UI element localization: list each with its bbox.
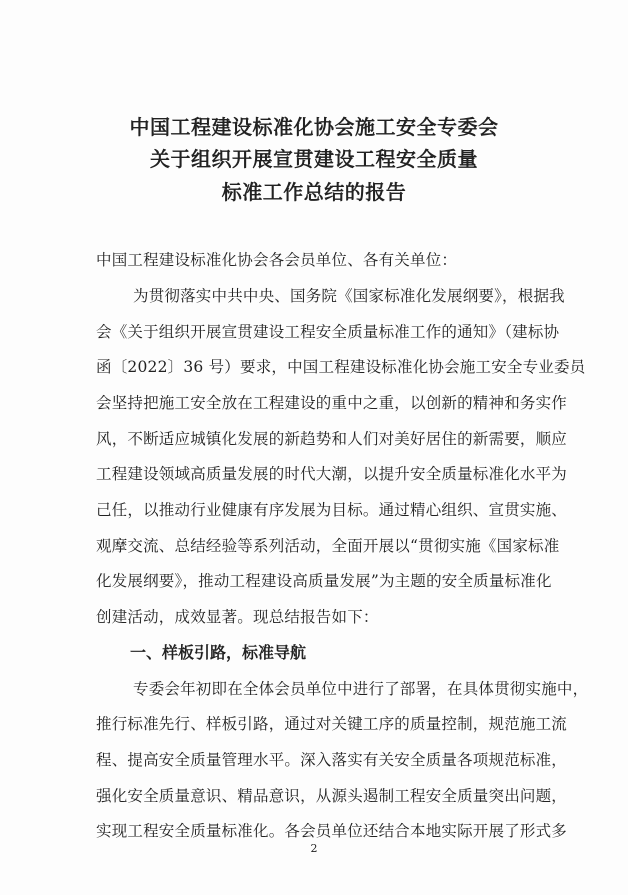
page-number: 2 <box>310 842 318 855</box>
paragraph-1-line: 观摩交流、总结经验等系列活动，全面开展以“贯彻实施《国家标准 <box>96 537 560 555</box>
section-1-heading: 一、样板引路，标准导航 <box>130 643 307 662</box>
paragraph-1-line: 会《关于组织开展宣贯建设工程安全质量标准工作的通知》（建标协 <box>96 323 560 341</box>
paragraph-2-line: 强化安全质量意识、精品意识，从源头遏制工程安全质量突出问题， <box>96 787 568 805</box>
paragraph-1-line: 化发展纲要》，推动工程建设高质量发展”为主题的安全质量标准化 <box>96 572 552 590</box>
paragraph-1-line: 工程建设领域高质量发展的时代大潮，以提升安全质量标准化水平为 <box>96 465 568 483</box>
title-line-2: 关于组织开展宣贯建设工程安全质量 <box>150 147 478 171</box>
paragraph-2-line: 实现工程安全质量标准化。各会员单位还结合本地实际开展了形式多 <box>96 822 568 840</box>
salutation: 中国工程建设标准化协会各会员单位、各有关单位： <box>96 251 458 269</box>
paragraph-1-line: 创建活动，成效显著。现总结报告如下： <box>96 608 379 626</box>
paragraph-1-line: 为贯彻落实中共中央、国务院《国家标准化发展纲要》，根据我 <box>133 287 565 305</box>
paragraph-2-line: 专委会年初即在全体会员单位中进行了部署，在具体贯彻实施中， <box>133 680 589 698</box>
paragraph-1-line: 风，不断适应城镇化发展的新趋势和人们对美好居住的新需要，顺应 <box>96 430 568 448</box>
title-line-3: 标准工作总结的报告 <box>221 180 407 204</box>
title-line-1: 中国工程建设标准化协会施工安全专委会 <box>129 115 499 139</box>
paragraph-1-line: 会坚持把施工安全放在工程建设的重中之重，以创新的精神和务实作 <box>96 394 568 412</box>
paragraph-2-line: 程、提高安全质量管理水平。深入落实有关安全质量各项规范标准， <box>96 751 568 769</box>
paragraph-1-line: 己任，以推动行业健康有序发展为目标。通过精心组织、宣贯实施、 <box>96 501 568 519</box>
paragraph-1-line: 函〔2022〕36 号）要求，中国工程建设标准化协会施工安全专业委员 <box>96 358 586 376</box>
paragraph-2-line: 推行标准先行、样板引路，通过对关键工序的质量控制，规范施工流 <box>96 715 568 733</box>
